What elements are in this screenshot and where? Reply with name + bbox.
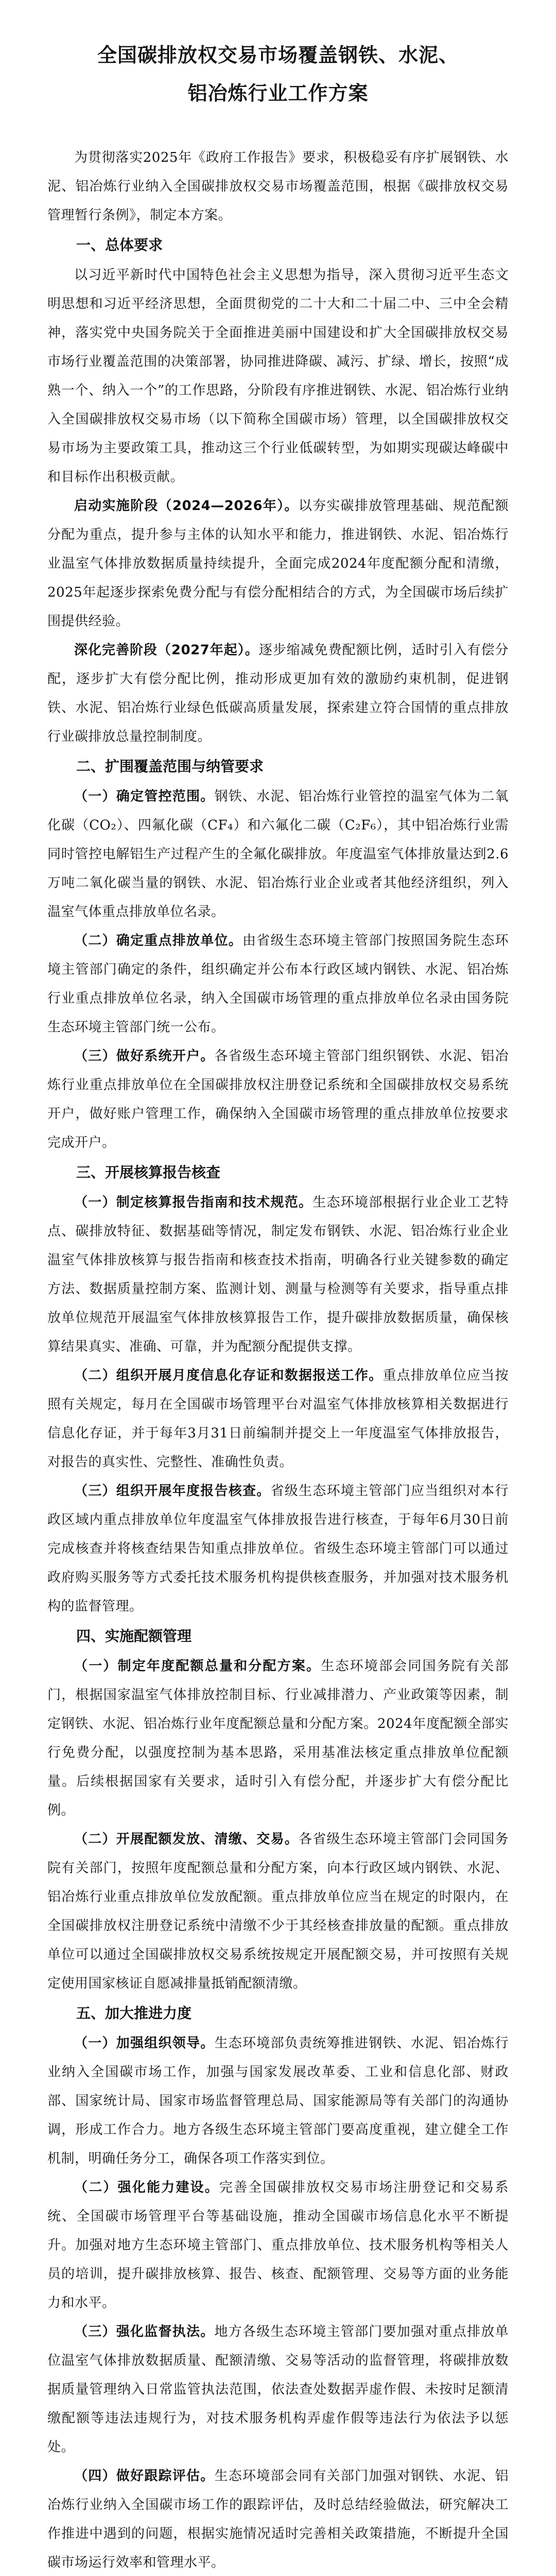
promotion-item-2-lead: （二）强化能力建设。 xyxy=(74,2180,219,2195)
accounting-item-3-text: 省级生态环境主管部门应当组织对本行政区域内重点排放单位年度温室气体排放报告进行核查，于每年6月30日前完成核查并将核查结果告知重点排放单位。省级生态环境主管部门可以通过政府购买服务等方式委托技术服务机构提供核查服务，并加强对技术服务机构的监督管理。 xyxy=(47,1483,509,1614)
coverage-item-3-text: 各省级生态环境主管部门组织钢铁、水泥、铝冶炼行业重点排放单位在全国碳排放权注册登记系统和全国碳排放权交易系统开户，做好账户管理工作，确保纳入全国碳市场管理的重点排放单位按要求完成开户。 xyxy=(47,1048,509,1150)
title-line-2: 铝冶炼行业工作方案 xyxy=(187,82,369,105)
stage1-paragraph xyxy=(47,492,509,636)
quota-item-1 xyxy=(47,1652,509,1825)
promotion-item-1 xyxy=(47,2029,509,2173)
promotion-item-1-lead: （一）加强组织领导。 xyxy=(74,2036,215,2051)
promotion-item-2 xyxy=(47,2173,509,2317)
accounting-item-2 xyxy=(47,1361,509,1477)
title-line-1: 全国碳排放权交易市场覆盖钢铁、水泥、 xyxy=(97,44,459,66)
promotion-item-3 xyxy=(47,2317,509,2462)
stage2-text: 逐步缩减免费配额比例，适时引入有偿分配，逐步扩大有偿分配比例，推动形成更加有效的激励约束机制，促进钢铁、水泥、铝冶炼行业绿色低碳高质量发展，探索建立符合国情的重点排放行业碳排放总量控制制度。 xyxy=(47,642,509,744)
coverage-item-1-lead: （一）确定管控范围。 xyxy=(74,789,215,804)
coverage-item-2-text: 由省级生态环境主管部门按照国务院生态环境主管部门确定的条件，组织确定并公布本行政区域内钢铁、水泥、铝冶炼行业重点排放单位名录，纳入全国碳市场管理的重点排放单位名录由国务院生态环境主管部门统一公布。 xyxy=(47,933,509,1035)
accounting-item-3 xyxy=(47,1477,509,1621)
stage2-paragraph xyxy=(47,636,509,751)
stage2-lead: 深化完善阶段（2027年起）。 xyxy=(74,642,259,658)
accounting-item-2-lead: （二）组织开展月度信息化存证和数据报送工作。 xyxy=(74,1368,383,1383)
quota-item-2 xyxy=(47,1825,509,1998)
section-heading-quota: 四、实施配额管理 xyxy=(76,1628,192,1645)
accounting-item-3-lead: （三）组织开展年度报告核查。 xyxy=(74,1483,271,1499)
quota-item-1-lead: （一）制定年度配额总量和分配方案。 xyxy=(74,1658,321,1674)
intro-paragraph: 为贯彻落实2025年《政府工作报告》要求，积极稳妥有序扩展钢铁、水泥、铝冶炼行业纳入全国碳排放权交易市场覆盖范围，根据《碳排放权交易管理暂行条例》，制定本方案。 xyxy=(47,150,509,223)
section-heading-coverage: 二、扩围覆盖范围与纳管要求 xyxy=(76,758,264,775)
section-heading-promotion: 五、加大推进力度 xyxy=(76,2005,192,2022)
section-heading-accounting: 三、开展核算报告核查 xyxy=(76,1164,221,1181)
promotion-item-2-text: 完善全国碳排放权交易市场注册登记和交易系统、全国碳市场管理平台等基础设施，推动全国碳市场信息化水平不断提升。加强对地方生态环境主管部门、重点排放单位、技术服务机构等相关人员的培训，提升碳排放核算、报告、核查、配额管理、交易等方面的业务能力和水平。 xyxy=(47,2180,509,2311)
coverage-item-3-lead: （三）做好系统开户。 xyxy=(74,1048,215,1064)
section-heading-overall-requirements: 一、总体要求 xyxy=(76,236,163,253)
accounting-item-1-text: 生态环境部根据行业企业工艺特点、碳排放特征、数据基础等情况，制定发布钢铁、水泥、铝冶炼行业企业温室气体排放核算与报告指南和核查技术指南，明确各行业关键参数的确定方法、数据质量控制方案、监测计划、测量与检测等有关要求，指导重点排放单位规范开展温室气体排放核算报告工作，提升碳排放数据质量，确保核算结果真实、准确、可靠，并为配额分配提供支撑。 xyxy=(47,1195,509,1354)
promotion-item-3-text: 地方各级生态环境主管部门要加强对重点排放单位温室气体排放数据质量、配额清缴、交易等活动的监督管理，将碳排放数据质量管理纳入日常监管执法范围，依法查处数据弄虚作假、未按时足额清缴配额等违法违规行为，对技术服务机构弄虚作假等违法行为依法予以惩处。 xyxy=(47,2324,509,2455)
section1-paragraph: 以习近平新时代中国特色社会主义思想为指导，深入贯彻习近平生态文明思想和习近平经济思想，全面贯彻党的二十大和二十届二中、三中全会精神，落实党中央国务院关于全面推进美丽中国建设和扩大全国碳排放权交易市场行业覆盖范围的决策部署，协同推进降碳、减污、扩绿、增长，按照“成熟一个、纳入一个”的工作思路，分阶段有序推进钢铁、水泥、铝冶炼行业纳入全国碳排放权交易市场（以下简称全国碳市场）管理，以全国碳排放权交易市场为主要政策工具，推动这三个行业低碳转型，为如期实现碳达峰碳中和目标作出积极贡献。 xyxy=(47,267,509,485)
accounting-item-1 xyxy=(47,1188,509,1361)
promotion-item-1-text: 生态环境部负责统筹推进钢铁、水泥、铝冶炼行业纳入全国碳市场工作，加强与国家发展改革委、工业和信息化部、财政部、国家统计局、国家市场监督管理总局、国家能源局等有关部门的沟通协调，形成工作合力。地方各级生态环境主管部门要高度重视，建立健全工作机制，明确任务分工，确保各项工作落实到位。 xyxy=(47,2036,509,2166)
promotion-item-4-lead: （四）做好跟踪评估。 xyxy=(74,2468,215,2484)
coverage-item-3 xyxy=(47,1042,509,1157)
accounting-item-2-text: 重点排放单位应当按照有关规定，每月在全国碳市场管理平台对温室气体排放核算相关数据进行信息化存证，并于每年3月31日前编制并提交上一年度温室气体排放报告，对报告的真实性、完整性、准确性负责。 xyxy=(47,1368,509,1470)
coverage-item-2-lead: （二）确定重点排放单位。 xyxy=(74,933,242,948)
coverage-item-2 xyxy=(47,926,509,1042)
quota-item-1-text: 生态环境部会同国务院有关部门，根据国家温室气体排放控制目标、行业减排潜力、产业政策等因素，制定钢铁、水泥、铝冶炼行业年度配额总量和分配方案。2024年度配额全部实行免费分配，以强度控制为基本思路，采用基准法核定重点排放单位配额量。后续根据国家有关要求，适时引入有偿分配，并逐步扩大有偿分配比例。 xyxy=(47,1658,509,1818)
document-title xyxy=(47,36,509,112)
quota-item-2-text: 各省级生态环境主管部门会同国务院有关部门，按照年度配额总量和分配方案，向本行政区域内钢铁、水泥、铝冶炼行业重点排放单位发放配额。重点排放单位应当在规定的时限内，在全国碳排放权注册登记系统中清缴不少于其经核查排放量的配额。重点排放单位可以通过全国碳排放权交易系统按规定开展配额交易，并可按照有关规定使用国家核证自愿减排量抵销配额清缴。 xyxy=(47,1832,509,1991)
accounting-item-1-lead: （一）制定核算报告指南和技术规范。 xyxy=(74,1195,313,1210)
promotion-item-4-text: 生态环境部会同有关部门加强对钢铁、水泥、铝冶炼行业纳入全国碳市场工作的跟踪评估，及时总结经验做法，研究解决工作推进中遇到的问题，根据实施情况适时完善相关政策措施，不断提升全国碳市场运行效率和管理水平。 xyxy=(47,2468,509,2570)
stage1-lead: 启动实施阶段（2024—2026年）。 xyxy=(74,498,299,514)
promotion-item-3-lead: （三）强化监督执法。 xyxy=(74,2324,215,2340)
coverage-item-1-text: 钢铁、水泥、铝冶炼行业管控的温室气体为二氧化碳（CO₂）、四氟化碳（CF₄）和六氟化二碳（C₂F₆），其中铝冶炼行业需同时管控电解铝生产过程产生的全氟化碳排放。年度温室气体排放量达到2.6万吨二氧化碳当量的钢铁、水泥、铝冶炼行业企业或者其他经济组织，列入温室气体重点排放单位名录。 xyxy=(47,789,509,920)
coverage-item-1 xyxy=(47,782,509,926)
quota-item-2-lead: （二）开展配额发放、清缴、交易。 xyxy=(74,1832,299,1847)
stage1-text: 以夯实碳排放管理基础、规范配额分配为重点，提升参与主体的认知水平和能力，推进钢铁、水泥、铝冶炼行业温室气体排放数据质量持续提升，全面完成2024年度配额分配和清缴，2025年起逐步探索免费分配与有偿分配相结合的方式，为全国碳市场后续扩围提供经验。 xyxy=(47,498,509,629)
promotion-item-4 xyxy=(47,2462,509,2576)
